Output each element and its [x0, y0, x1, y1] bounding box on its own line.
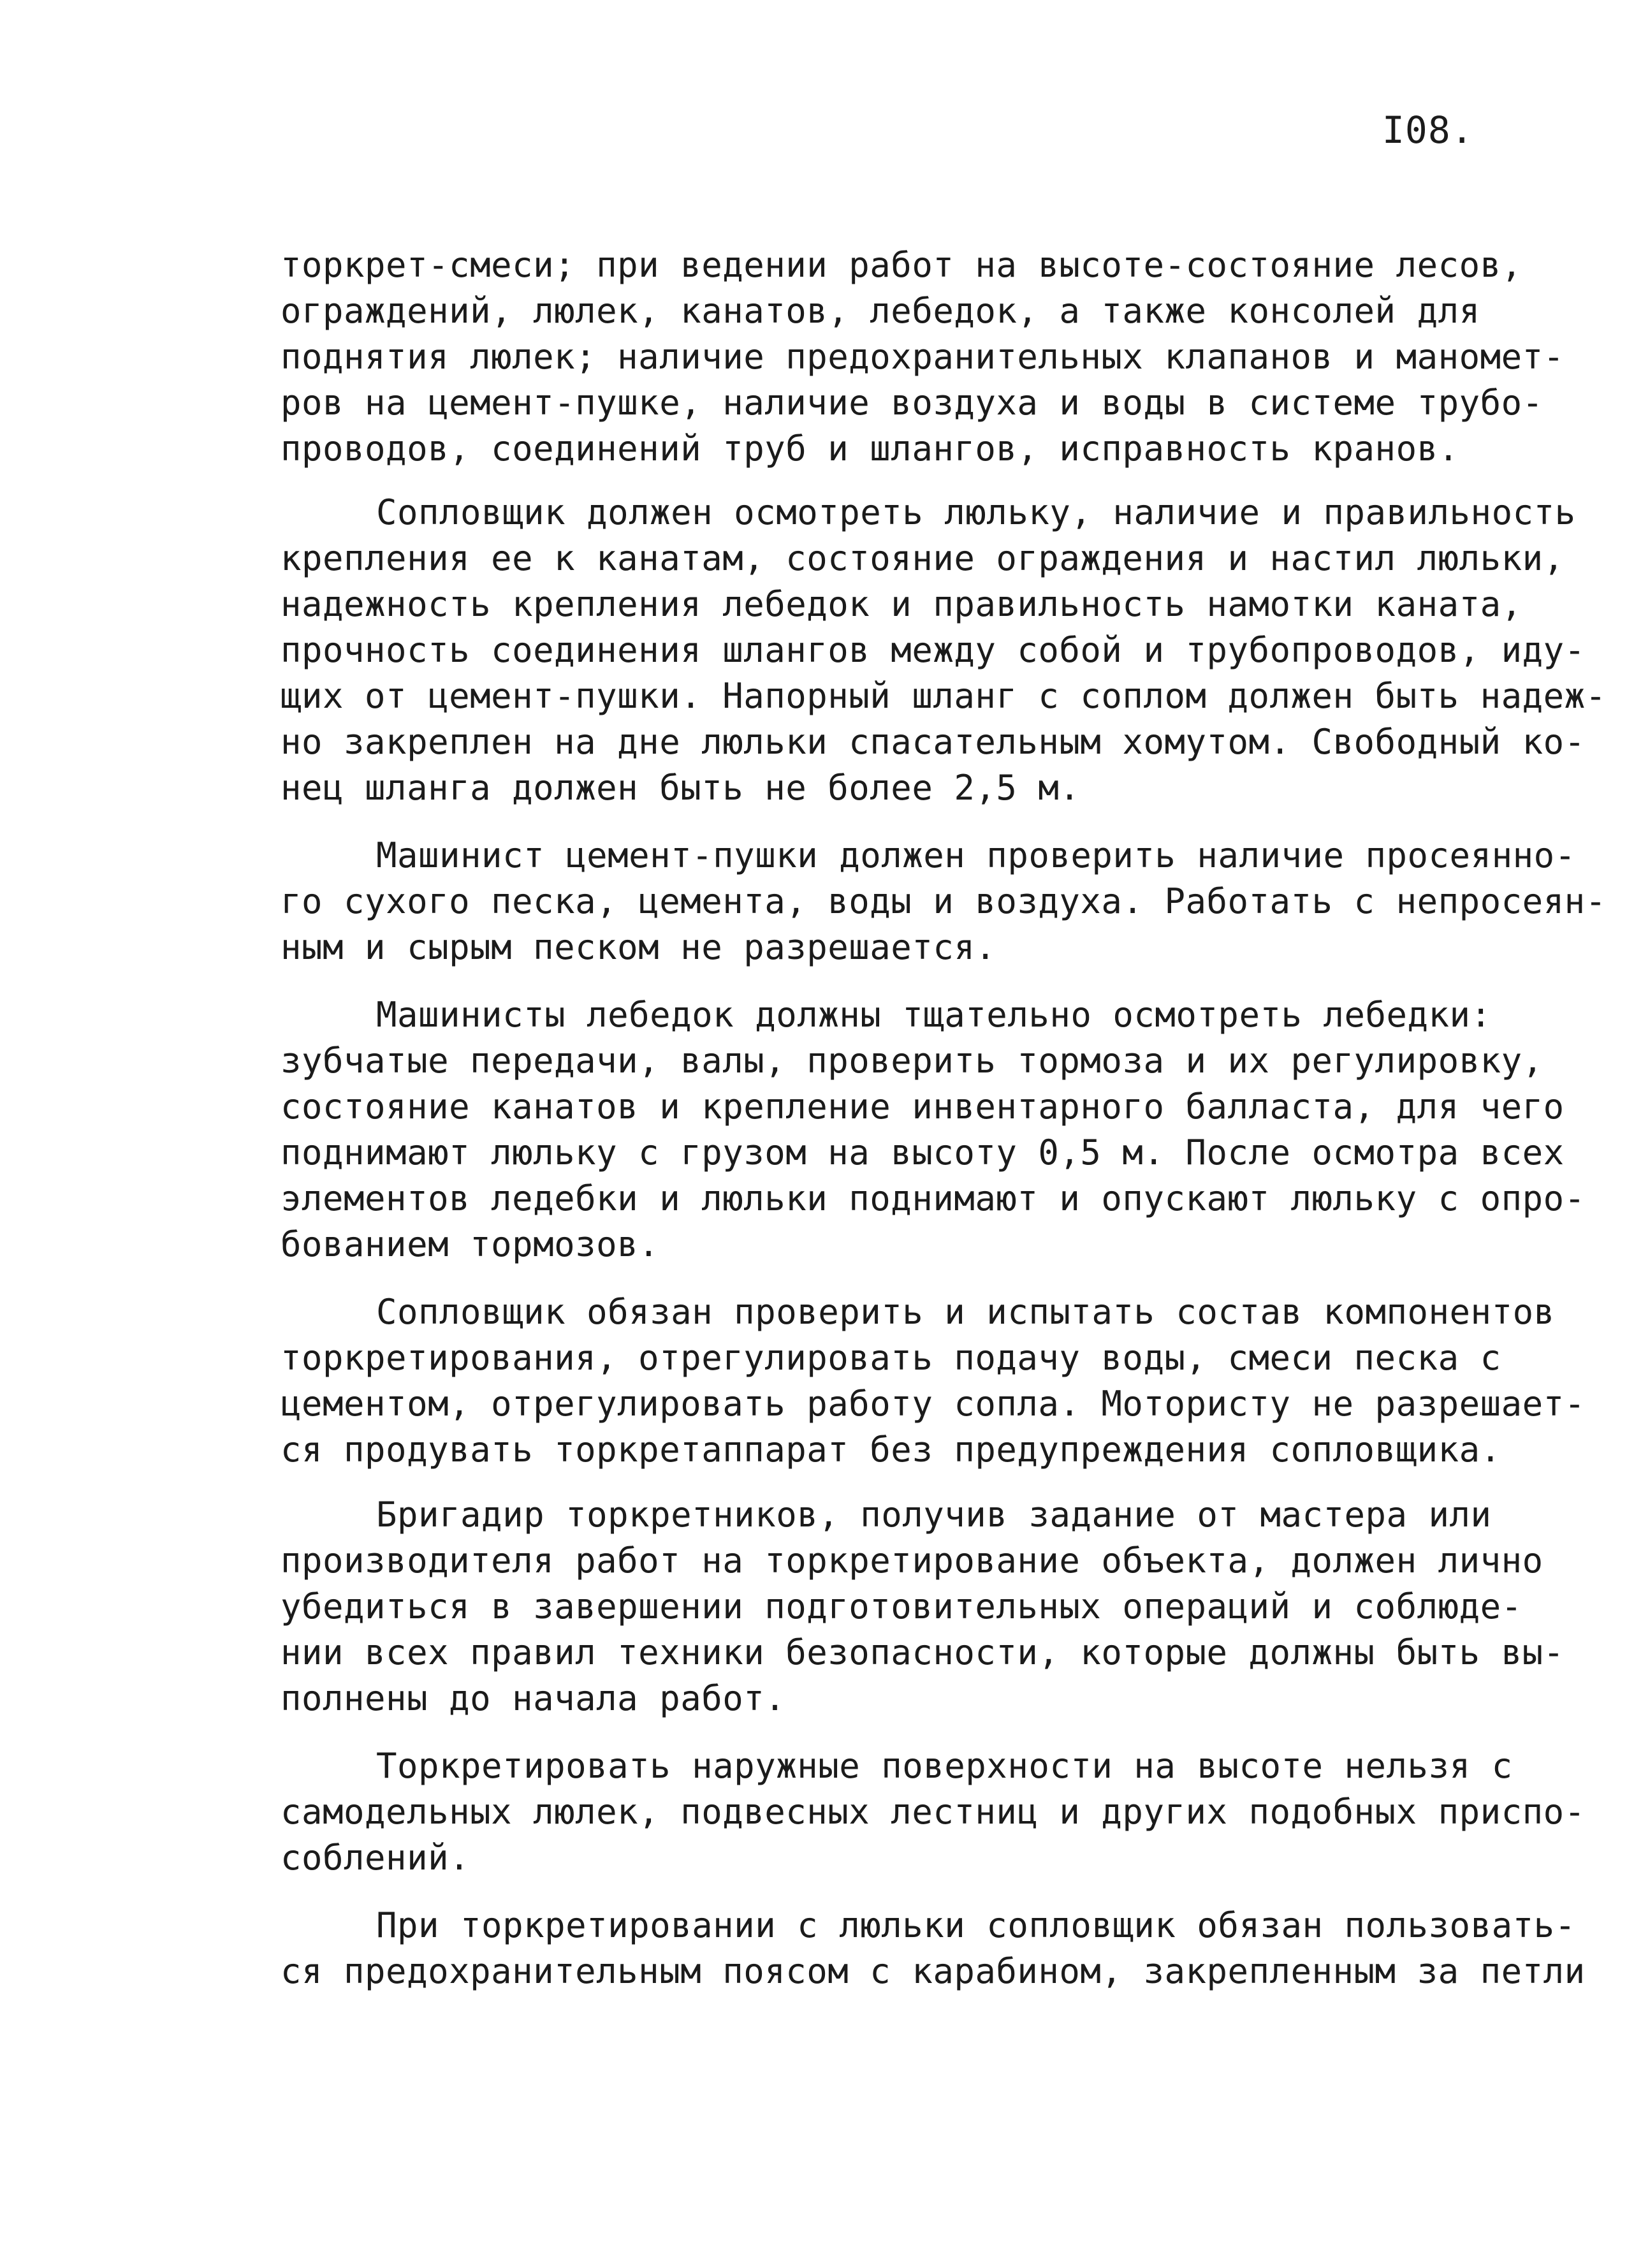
text-line: ров на цемент-пушке, наличие воздуха и воды в системе трубо- — [281, 383, 1543, 423]
text-line: Сопловщик обязан проверить и испытать состав компонентов — [376, 1292, 1555, 1332]
text-line: проводов, соединений труб и шлангов, исправность кранов. — [281, 428, 1459, 469]
text-line: го сухого песка, цемента, воды и воздуха. Работать с непросеян- — [281, 881, 1607, 921]
text-line: убедиться в завершении подготовительных операций и соблюде- — [281, 1586, 1522, 1627]
text-line: зубчатые передачи, валы, проверить тормоза и их регулировку, — [281, 1041, 1543, 1081]
text-line: надежность крепления лебедок и правильность намотки каната, — [281, 584, 1522, 624]
text-line: ся продувать торкретаппарат без предупреждения сопловщика. — [281, 1430, 1501, 1470]
text-line: Бригадир торкретников, получив задание от мастера или — [376, 1495, 1492, 1535]
text-line: бованием тормозов. — [281, 1224, 660, 1264]
text-line: элементов ледебки и люльки поднимают и опускают люльку с опро- — [281, 1178, 1586, 1218]
text-line: цементом, отрегулировать работу сопла. Мотористу не разрешает- — [281, 1384, 1586, 1424]
text-line: нец шланга должен быть не более 2,5 м. — [281, 768, 1081, 808]
text-line: поднимают люльку с грузом на высоту 0,5 м. После осмотра всех — [281, 1132, 1565, 1173]
text-line: ся предохранительным поясом с карабином, закрепленным за петли — [281, 1951, 1586, 1991]
text-line: Машинисты лебедок должны тщательно осмотреть лебедки: — [376, 995, 1492, 1035]
text-line: но закреплен на дне люльки спасательным хомутом. Свободный ко- — [281, 722, 1586, 762]
text-line: соблений. — [281, 1838, 471, 1878]
page-number: I08. — [1382, 108, 1474, 152]
text-line: ным и сырым песком не разрешается. — [281, 927, 996, 967]
text-line: поднятия люлек; наличие предохранительных клапанов и маномет- — [281, 337, 1565, 377]
text-line: прочность соединения шлангов между собой и трубопроводов, иду- — [281, 630, 1586, 670]
text-line: нии всех правил техники безопасности, которые должны быть вы- — [281, 1632, 1565, 1672]
text-line: полнены до начала работ. — [281, 1678, 786, 1718]
text-line: Сопловщик должен осмотреть люльку, наличие и правильность — [376, 492, 1576, 532]
text-line: Машинист цемент-пушки должен проверить наличие просеянно- — [376, 835, 1576, 875]
text-line: Торкретировать наружные поверхности на высоте нельзя с — [376, 1746, 1513, 1786]
text-line: При торкретировании с люльки сопловщик обязан пользовать- — [376, 1905, 1576, 1945]
text-line: самодельных люлек, подвесных лестниц и других подобных приспо- — [281, 1792, 1586, 1832]
text-line: крепления ее к канатам, состояние ограждения и настил люльки, — [281, 538, 1565, 578]
text-line: торкретирования, отрегулировать подачу воды, смеси песка с — [281, 1338, 1501, 1378]
text-line: состояние канатов и крепление инвентарного балласта, для чего — [281, 1086, 1565, 1127]
text-line: производителя работ на торкретирование объекта, должен лично — [281, 1540, 1543, 1581]
text-line: ограждений, люлек, канатов, лебедок, а также консолей для — [281, 291, 1480, 331]
text-line: щих от цемент-пушки. Напорный шланг с соплом должен быть надеж- — [281, 676, 1607, 716]
text-line: торкрет-смеси; при ведении работ на высоте-состояние лесов, — [281, 245, 1522, 285]
